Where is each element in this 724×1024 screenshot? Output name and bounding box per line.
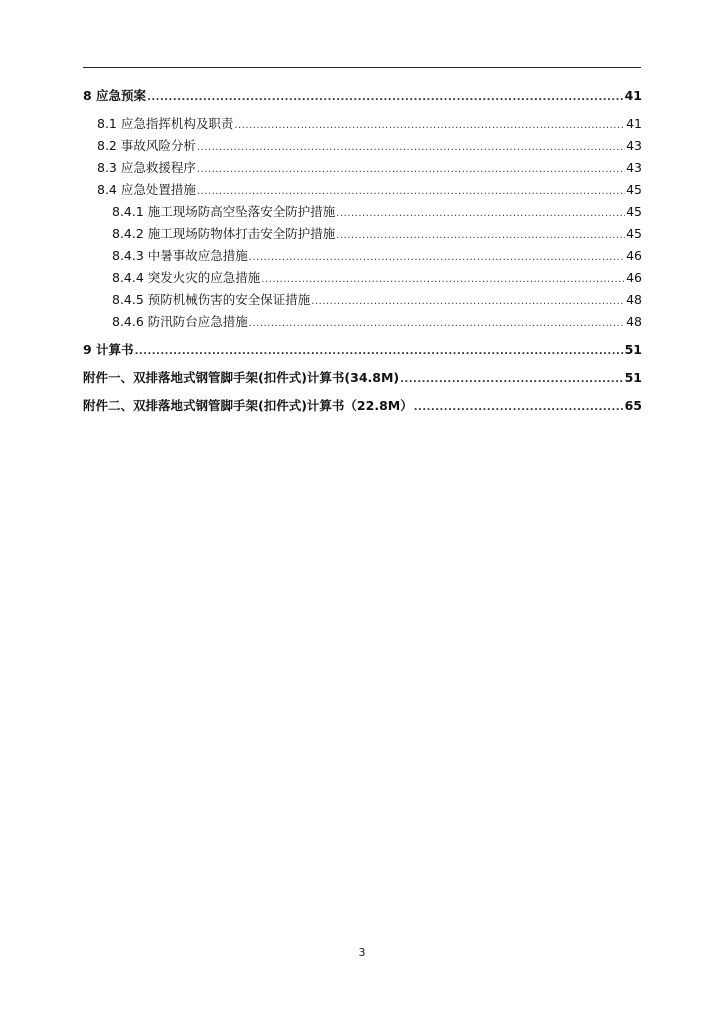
toc-leader-dots	[197, 138, 625, 158]
toc-entry-title: 9 计算书	[83, 342, 134, 357]
toc-entry-8-4-3[interactable]	[83, 246, 642, 268]
toc-entry-page: 43	[626, 138, 642, 153]
header-rule	[83, 67, 641, 68]
toc-leader-dots	[197, 160, 625, 180]
toc-entry-page: 46	[626, 270, 642, 285]
toc-leader-dots	[261, 270, 625, 290]
toc-entry-title: 8.4.6 防汛防台应急措施	[112, 314, 248, 329]
toc-leader-dots	[197, 182, 625, 202]
toc-entry-page: 41	[626, 116, 642, 131]
toc-entry-page: 51	[624, 342, 642, 357]
toc-leader-dots	[249, 314, 625, 334]
toc-leader-dots	[311, 292, 625, 312]
toc-entry-8-4-5[interactable]	[83, 290, 642, 312]
toc-entry-page: 45	[626, 182, 642, 197]
toc-entry-title: 8.1 应急指挥机构及职责	[97, 116, 234, 131]
toc-entry-title: 8.2 事故风险分析	[97, 138, 196, 153]
toc-entry-9[interactable]	[83, 340, 642, 362]
toc-entry-title: 8.3 应急救援程序	[97, 160, 196, 175]
toc-entry-title: 8 应急预案	[83, 88, 147, 103]
toc-entry-8-4-1[interactable]	[83, 202, 642, 224]
toc-entry-8-4-4[interactable]	[83, 268, 642, 290]
toc-entry-page: 43	[626, 160, 642, 175]
toc-entry-page: 46	[626, 248, 642, 263]
toc-entry-8[interactable]	[83, 86, 642, 108]
page-number: 3	[358, 946, 366, 959]
toc-entry-8-4[interactable]	[83, 180, 642, 202]
toc-leader-dots	[336, 226, 625, 246]
toc-entry-8-2[interactable]	[83, 136, 642, 158]
toc-leader-dots	[336, 204, 625, 224]
toc-entry-appendix-1[interactable]	[83, 368, 642, 390]
toc-leader-dots	[135, 342, 624, 362]
toc-leader-dots	[234, 116, 625, 136]
toc-leader-dots	[147, 88, 624, 108]
toc-entry-title: 附件一、双排落地式钢管脚手架(扣件式)计算书(34.8M)	[83, 370, 400, 385]
toc-entry-appendix-2[interactable]	[83, 396, 642, 418]
toc-entry-8-1[interactable]	[83, 114, 642, 136]
toc-entry-title: 附件二、双排落地式钢管脚手架(扣件式)计算书（22.8M）	[83, 398, 413, 413]
toc-entry-page: 51	[624, 370, 642, 385]
toc-entry-page: 48	[626, 314, 642, 329]
toc-entry-title: 8.4.2 施工现场防物体打击安全防护措施	[112, 226, 336, 241]
toc-entry-8-4-2[interactable]	[83, 224, 642, 246]
toc-entry-8-3[interactable]	[83, 158, 642, 180]
toc-entry-title: 8.4 应急处置措施	[97, 182, 196, 197]
toc-entry-page: 41	[624, 88, 642, 103]
table-of-contents	[83, 86, 642, 418]
toc-leader-dots	[414, 398, 624, 418]
toc-entry-8-4-6[interactable]	[83, 312, 642, 334]
toc-entry-page: 45	[626, 226, 642, 241]
toc-leader-dots	[400, 370, 623, 390]
toc-entry-title: 8.4.4 突发火灾的应急措施	[112, 270, 261, 285]
toc-entry-title: 8.4.5 预防机械伤害的安全保证措施	[112, 292, 311, 307]
toc-entry-page: 65	[624, 398, 642, 413]
toc-entry-title: 8.4.1 施工现场防高空坠落安全防护措施	[112, 204, 336, 219]
toc-entry-page: 48	[626, 292, 642, 307]
toc-entry-title: 8.4.3 中暑事故应急措施	[112, 248, 248, 263]
toc-entry-page: 45	[626, 204, 642, 219]
toc-leader-dots	[249, 248, 625, 268]
